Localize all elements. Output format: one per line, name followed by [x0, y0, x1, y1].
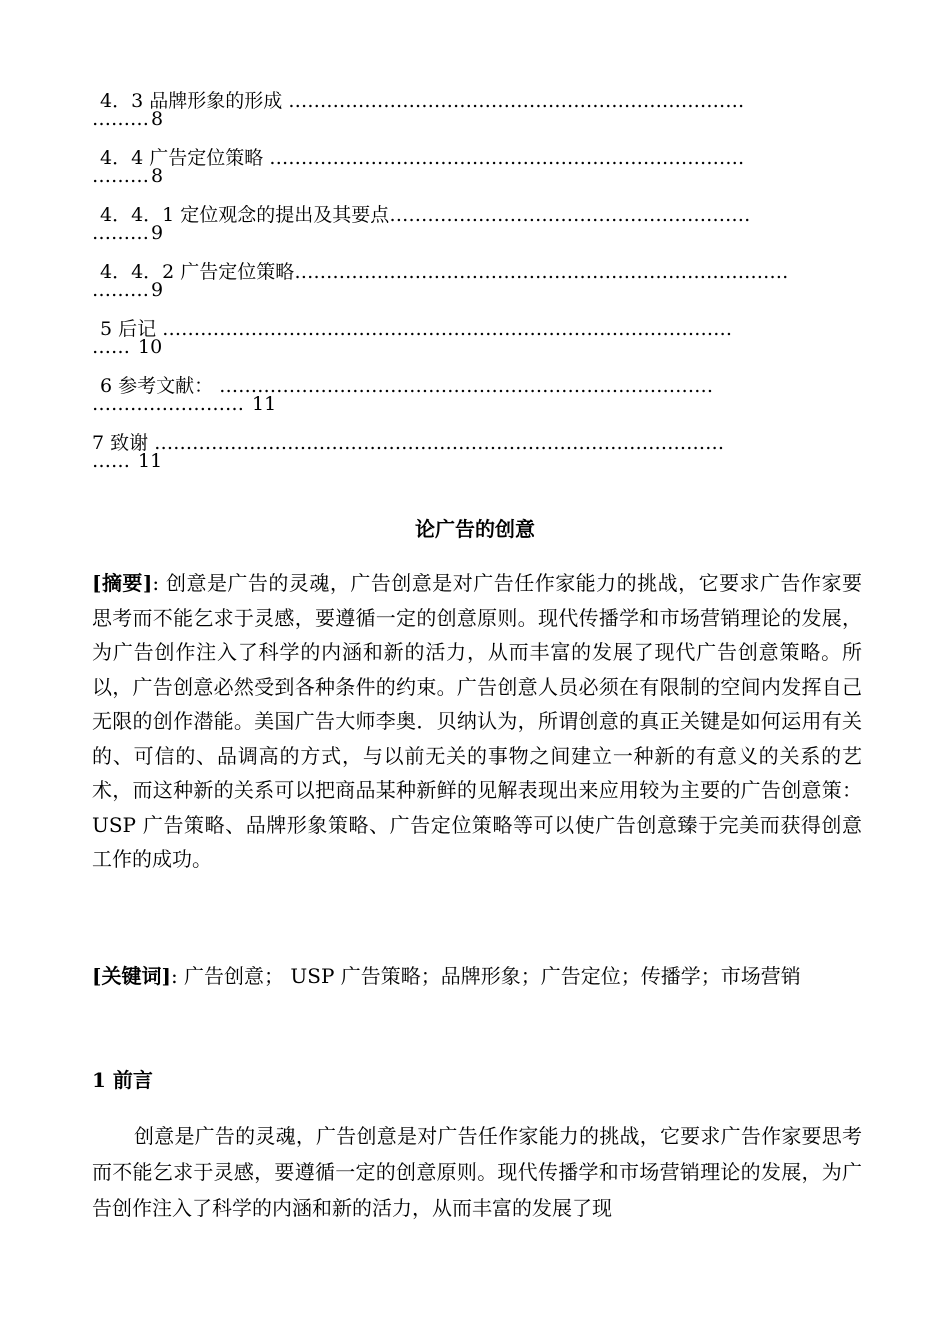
toc-label: 6 参考文献：	[100, 375, 220, 397]
toc-page-number: 11	[252, 393, 277, 415]
toc-leader: …………………………………………………	[389, 204, 751, 226]
keywords-label: [关键词]	[92, 964, 171, 988]
toc-page-number: 8	[151, 165, 164, 187]
toc-leader: ………………………………………………………………	[288, 90, 745, 112]
toc-entry[interactable]	[92, 257, 862, 314]
toc-page-number: 9	[151, 222, 164, 244]
toc-leader: ……………………………………………………………………	[219, 375, 714, 397]
abstract-label: [摘要]	[92, 571, 153, 595]
toc-leader: ………………………………………………………………………………	[162, 318, 733, 340]
intro-paragraph: 创意是广告的灵魂，广告创意是对广告任作家能力的挑战，它要求广告作家要思考而不能乞求于灵感，要遵循一定的创意原则。现代传播学和市场营销理论的发展，为广告创作注入了科学的内涵和新的活力，从而丰富的发展了现	[92, 1124, 862, 1220]
toc-page-number: 8	[151, 108, 164, 130]
toc-page-number: 9	[151, 279, 164, 301]
toc-entry[interactable]	[92, 200, 862, 257]
toc-label: 4．4．1 定位观念的提出及其要点	[100, 204, 390, 226]
keywords-text: : 广告创意； USP 广告策略；品牌形象；广告定位；传播学；市场营销	[170, 964, 801, 988]
toc-entry[interactable]	[92, 371, 862, 428]
section-heading: 1 前言	[92, 1068, 153, 1092]
toc-page-number: 11	[138, 450, 163, 472]
toc-leader: ………	[92, 108, 149, 130]
toc-label: 4．3 品牌形象的形成	[100, 90, 289, 112]
toc-entry[interactable]	[92, 428, 862, 485]
toc-label: 4．4．2 广告定位策略	[100, 261, 295, 283]
toc-entry[interactable]	[92, 86, 862, 143]
toc-page-number: 10	[138, 336, 163, 358]
toc-label: 4．4 广告定位策略	[100, 147, 270, 169]
toc-entry[interactable]	[92, 143, 862, 200]
toc-leader: ……………………	[92, 393, 251, 415]
toc-leader: ……	[92, 336, 137, 358]
abstract-text: : 创意是广告的灵魂，广告创意是对广告任作家能力的挑战，它要求广告作家要思考而不能乞求于灵感，要遵循一定的创意原则。现代传播学和市场营销理论的发展，为广告创作注入了科学的内涵和新的活力，从而丰富的发展了现代广告创意策略。所以，广告创意必然受到各种条件的约束。广告创意人员必须在有限制的空间内发挥自己无限的创作潜能。美国广告大师李奥．贝纳认为，所谓创意的真正关键是如何运用有关的、可信的、品调高的方式，与以前无关的事物之间建立一种新的有意义的关系的艺术，而这种新的关系可以把商品某种新鲜的见解表现出来应用较为主要的广告创意策： USP 广告策略、品牌形象策略、广告定位策略等可以使广告创意臻于完美而获得创意工作的成功。	[92, 571, 862, 871]
document-title: 论广告的创意	[415, 517, 535, 541]
toc-leader: ………	[92, 279, 149, 301]
toc-label: 5 后记	[100, 318, 163, 340]
table-of-contents	[92, 86, 862, 485]
toc-leader: ……	[92, 450, 137, 472]
toc-leader: …………………………………………………………………	[269, 147, 745, 169]
toc-entry[interactable]	[92, 314, 862, 371]
toc-leader: ………	[92, 222, 149, 244]
toc-leader: ……………………………………………………………………	[294, 261, 789, 283]
toc-leader: ………………………………………………………………………………	[154, 432, 725, 454]
keywords-paragraph	[92, 958, 862, 994]
abstract-paragraph	[92, 566, 862, 877]
toc-label: 7 致谢	[92, 432, 155, 454]
toc-leader: ………	[92, 165, 149, 187]
